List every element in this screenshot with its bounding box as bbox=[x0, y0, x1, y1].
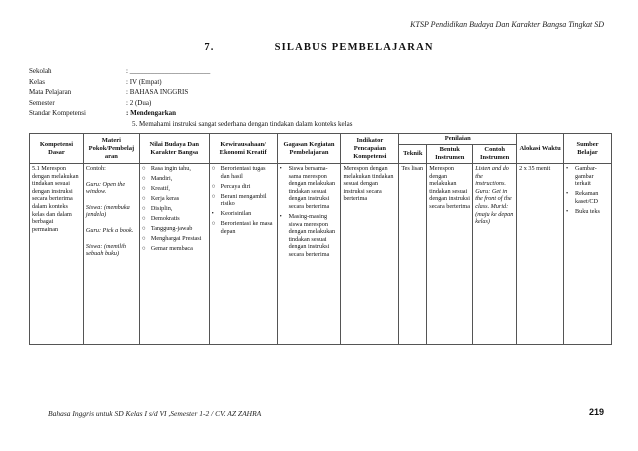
th-alokasi: Alokasi Waktu bbox=[517, 134, 564, 164]
list-item: ○ Tanggung-jawab bbox=[141, 224, 193, 232]
list-item: ○ Demokratis bbox=[141, 214, 180, 222]
circle-bullet-icon: ○ bbox=[141, 244, 146, 252]
meta-key-sk: Standar Kompetensi bbox=[29, 109, 86, 118]
cell-nilai bbox=[139, 164, 209, 345]
cell-teknik: Tes lisan bbox=[399, 164, 427, 345]
th-penilaian: Penilaian bbox=[399, 134, 517, 145]
th-sumber: Sumber Belajar bbox=[564, 134, 612, 164]
title-text: SILABUS PEMBELAJARAN bbox=[274, 42, 434, 53]
materi-line: Siswa: (memilih sebuah buku) bbox=[85, 242, 126, 258]
dot-bullet-icon: • bbox=[279, 165, 282, 172]
meta-value-kelas: : IV (Empat) bbox=[126, 77, 162, 86]
cell-sumber bbox=[564, 164, 612, 345]
th-kompetensi: Kompetensi Dasar bbox=[30, 134, 84, 164]
page-number: 219 bbox=[588, 407, 604, 417]
meta-sk-sub: 5. Memahami instruksi sangat sederhana dengan tindakan dalam konteks kelas bbox=[132, 119, 353, 128]
page-title bbox=[0, 42, 638, 53]
th-bentuk: Bentuk Instrumen bbox=[427, 145, 473, 164]
list-item: ○ Kerja keras bbox=[141, 194, 180, 202]
circle-bullet-icon: ○ bbox=[141, 194, 146, 202]
list-item: • Buku teks bbox=[566, 207, 600, 215]
meta-key-semester: Semester bbox=[29, 98, 55, 107]
circle-bullet-icon: ○ bbox=[141, 184, 146, 192]
meta-value-semester: : 2 (Dua) bbox=[126, 98, 152, 107]
list-item: • Rekaman kaset/CD bbox=[566, 190, 599, 205]
list-item: • Gambar-gambar terkait bbox=[566, 165, 597, 188]
circle-bullet-icon: ○ bbox=[141, 224, 146, 232]
list-item: • Siswa bersama-sama merespon dengan melakukan tindakan sesuai dengan instruksi secara berterima bbox=[279, 165, 336, 210]
running-header: KTSP Pendidikan Budaya Dan Karakter Bangsa Tingkat SD bbox=[410, 20, 604, 29]
circle-bullet-icon: ○ bbox=[141, 165, 146, 172]
syllabus-meta bbox=[29, 66, 352, 130]
circle-bullet-icon: ○ bbox=[211, 220, 216, 228]
circle-bullet-icon: ○ bbox=[141, 174, 146, 182]
circle-bullet-icon: ○ bbox=[141, 204, 146, 212]
th-nilai: Nilai Budaya Dan Karakter Bangsa bbox=[139, 134, 209, 164]
list-item: ○ Berorientasi tugas dan hasil bbox=[211, 165, 266, 180]
th-kewirausahaan: Kewirausahaan/ Ekonomi Kreatif bbox=[209, 134, 277, 164]
list-item: ○ Percaya diri bbox=[211, 182, 251, 190]
list-item: ○ Berorientasi ke masa depan bbox=[211, 220, 273, 235]
syllabus-table bbox=[29, 133, 612, 345]
footer-source: Bahasa Inggris untuk SD Kelas I s/d VI ,Semester 1-2 / CV. AZ ZAHRA bbox=[48, 409, 262, 418]
materi-line: Contoh: bbox=[85, 165, 106, 172]
dot-bullet-icon: • bbox=[279, 212, 282, 220]
dot-bullet-icon: • bbox=[566, 165, 569, 172]
dot-bullet-icon: • bbox=[566, 190, 569, 198]
dot-bullet-icon: • bbox=[566, 207, 569, 215]
list-item: ○ Rasa ingin tahu, bbox=[141, 165, 191, 172]
cell-indikator: Merespon dengan melakukan tindakan sesuai dengan instruksi secara berterima bbox=[341, 164, 399, 345]
materi-line: Guru: Pick a book. bbox=[85, 226, 134, 234]
list-item: • Masing-masing siswa merespon dengan melakukan tindakan sesuai dengan instruksi secara berterima bbox=[279, 212, 336, 258]
cell-alokasi: 2 x 35 menit bbox=[517, 164, 564, 345]
th-contoh: Contoh Instrumen bbox=[473, 145, 517, 164]
meta-value-mapel: : BAHASA INGGRIS bbox=[126, 88, 189, 97]
materi-line: Siswa: (membuka jendela) bbox=[85, 203, 130, 219]
th-materi: Materi Pokok/Pembelaj aran bbox=[83, 134, 139, 164]
th-indikator: Indikator Pencapaian Kompetensi bbox=[341, 134, 399, 164]
list-item: • Keorisinilan bbox=[211, 210, 252, 218]
circle-bullet-icon: ○ bbox=[211, 182, 216, 190]
cell-kompetensi: 5.1 Merespon dengan melakukan tindakan sesuai dengan instruksi secara berterima dalam konteks kelas dan dalam berbagai permainan bbox=[30, 164, 84, 345]
cell-contoh: Listen and do the instructions. Guru: Get in the front of the class. Murid: (maju ke depan kelas) bbox=[473, 164, 517, 345]
circle-bullet-icon: ○ bbox=[211, 192, 216, 200]
cell-bentuk: Merespon dengan melakukan tindakan sesuai dengan instruksi secara berterima bbox=[427, 164, 473, 345]
cell-materi bbox=[83, 164, 139, 345]
list-item: ○ Gemar membaca bbox=[141, 244, 193, 252]
list-item: ○ Mandiri, bbox=[141, 174, 173, 182]
th-teknik: Teknik bbox=[399, 145, 427, 164]
list-item: ○ Disiplin, bbox=[141, 204, 173, 212]
meta-value-sk: : Mendengarkan bbox=[126, 109, 176, 118]
meta-value-sekolah: : _______________________ bbox=[126, 67, 211, 75]
meta-key-mapel: Mata Pelajaran bbox=[29, 88, 72, 97]
dot-bullet-icon: • bbox=[211, 210, 214, 218]
circle-bullet-icon: ○ bbox=[141, 234, 146, 242]
cell-kewirausahaan bbox=[209, 164, 277, 345]
cell-kegiatan bbox=[277, 164, 341, 345]
list-item: ○ Menghargai Prestasi bbox=[141, 234, 202, 242]
list-item: ○ Kreatif, bbox=[141, 184, 170, 192]
list-item: ○ Berani mengambil risiko bbox=[211, 192, 267, 208]
title-number: 7. bbox=[204, 42, 215, 53]
circle-bullet-icon: ○ bbox=[141, 214, 146, 222]
circle-bullet-icon: ○ bbox=[211, 165, 216, 172]
materi-line: Guru: Open the window. bbox=[85, 180, 126, 196]
table-row bbox=[30, 164, 612, 345]
meta-key-kelas: Kelas bbox=[29, 77, 45, 86]
meta-key-sekolah: Sekolah bbox=[29, 67, 52, 75]
th-kegiatan: Gagasan Kegiatan Pembelajaran bbox=[277, 134, 341, 164]
